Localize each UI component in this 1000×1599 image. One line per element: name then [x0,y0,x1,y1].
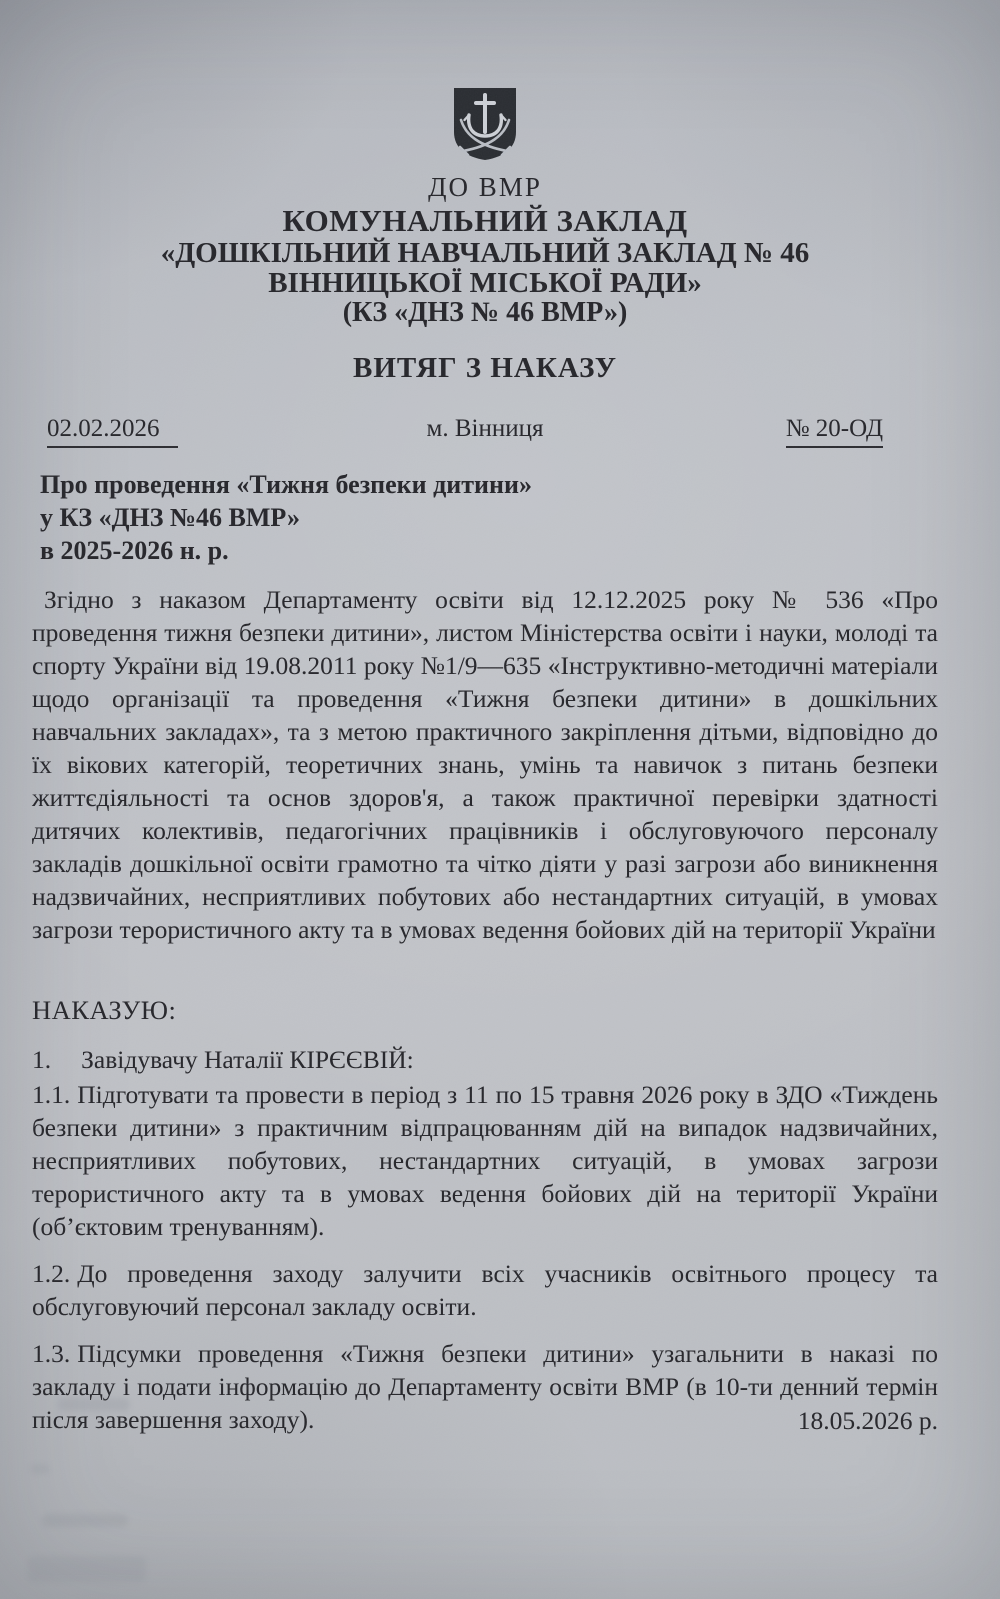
item-number: 1.2. [32,1259,71,1288]
order-number: № 20-ОД [786,414,883,448]
org-short-name: (КЗ «ДНЗ № 46 ВМР») [342,297,628,328]
item-text: До проведення заходу залучити всіх учасників освітнього процесу та обслуговуючий персонал закладу освіти. [32,1259,938,1321]
subject-line: в 2025-2026 н. р. [40,536,229,565]
subject-line: у КЗ «ДНЗ №46 ВМР» [40,503,300,532]
order-item-1 [32,1043,938,1076]
order-item-1-1 [32,1078,938,1243]
org-name-line: КОМУНАЛЬНИЙ ЗАКЛАД [282,203,688,238]
meta-row [32,414,938,448]
emblem-caption: ДО ВМР [428,172,542,202]
order-item-1-3 [32,1337,938,1436]
footer-date: 18.05.2026 р. [797,1406,938,1435]
item-text: Підсумки проведення «Тижня безпеки дитини» узагальнити в наказі по закладу і подати інформацію до Департаменту освіти ВМР (в 10-ти денний термін після завершення заходу). [32,1339,938,1434]
emblem [32,86,938,202]
item-number: 1. [32,1045,52,1074]
order-city: м. Вінниця [426,415,544,442]
item-text: Підготувати та провести в період з 11 по 15 травня 2026 року в ЗДО «Тиждень безпеки дитини» з практичним відпрацюванням дій на випадок надзвичайних, несприятливих побутових, нестандартних ситуацій, в умовах загрози терористичного акту та в умовах ведення бойових дій на території України (об’єктовим тренуванням). [32,1080,938,1241]
order-date: 02.02.2026 [47,414,178,448]
subject-line: Про проведення «Тижня безпеки дитини» [40,470,532,499]
document-title: ВИТЯГ З НАКАЗУ [353,352,617,384]
bleed-through-mark [42,1514,128,1527]
item-number: 1.1. [32,1080,71,1109]
order-item-1-2 [32,1257,938,1323]
bleed-through-mark [30,1464,50,1474]
subject-block [40,468,938,567]
org-name-line: ВІННИЦЬКОЇ МІСЬКОЇ РАДИ» [268,267,702,299]
vinnytsia-coat-of-arms-icon [452,86,518,162]
bleed-through-mark [28,1556,146,1582]
item-number: 1.3. [32,1339,71,1368]
order-heading: НАКАЗУЮ: [32,995,177,1025]
org-name-line: «ДОШКІЛЬНИЙ НАВЧАЛЬНИЙ ЗАКЛАД № 46 [160,237,810,269]
item-text: Завідувачу Наталії КІРЄЄВІЙ: [81,1045,414,1074]
organization-header [32,204,938,328]
preamble-paragraph: Згідно з наказом Департаменту освіти від 12.12.2025 року № 536 «Про проведення тижня безпеки дитини», листом Міністерства освіти і науки, молоді та спорту України від 19.08.2011 року №1/9—635 «Інструктивно-методичні матеріали щодо організації та проведення «Тижня безпеки дитини» в дошкільних навчальних закладах», та з метою практичного закріплення дітьми, відповідно до їх вікових категорій, теоретичних знань, умінь та навичок з питань безпеки життєдіяльності та основ здоров'я, а також практичної перевірки здатності дитячих колективів, педагогічних працівників і обслуговуючого персоналу закладів дошкільної освіти грамотно та чітко діяти у разі загрози або виникнення надзвичайних, несприятливих побутових або нестандартних ситуацій, в умовах загрози терористичного акту та в умовах ведення бойових дій на території України [32,585,938,944]
